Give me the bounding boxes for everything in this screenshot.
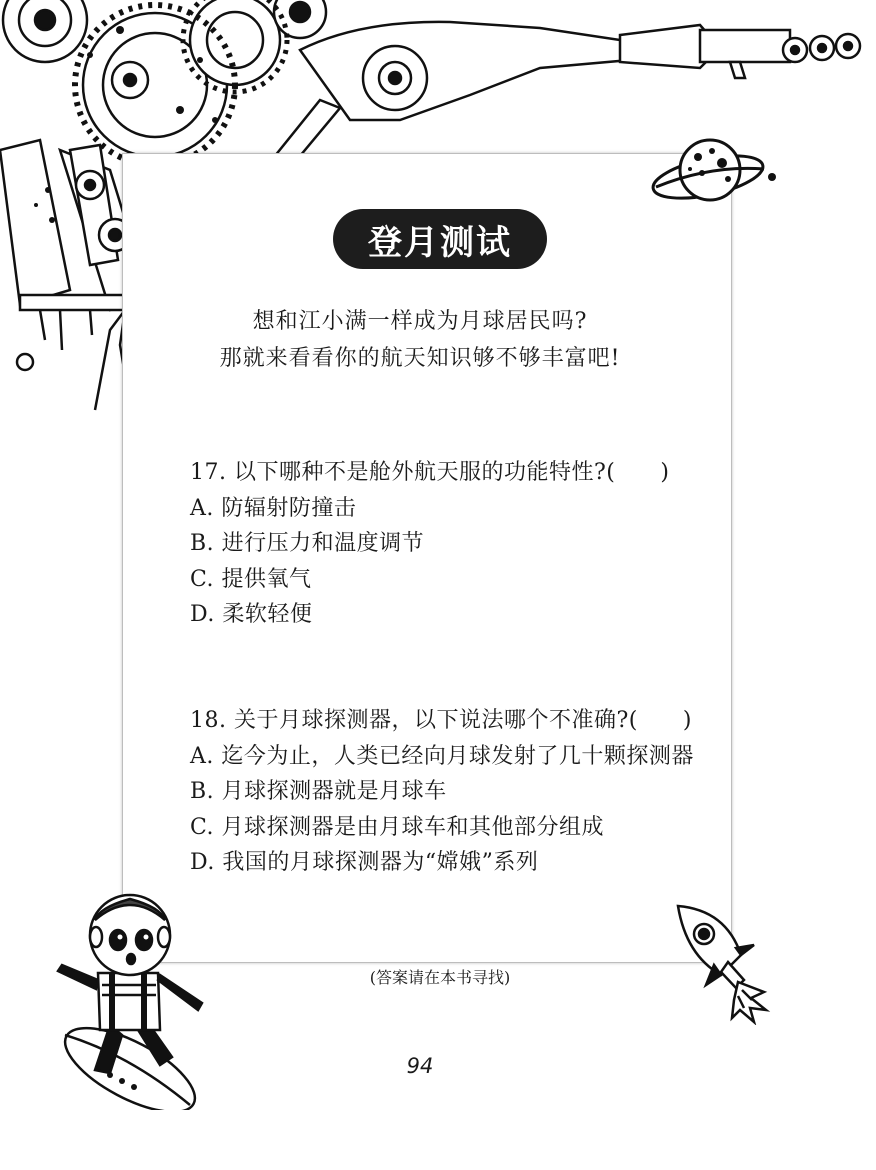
- intro-line-1: 想和江小满一样成为月球居民吗?: [252, 309, 588, 334]
- question-17-stem: 17. 以下哪种不是舱外航天服的功能特性?( ): [190, 460, 670, 485]
- question-17-option-b: B. 进行压力和温度调节: [190, 531, 425, 556]
- question-18-option-b: B. 月球探测器就是月球车: [190, 779, 447, 804]
- question-18-option-d: D. 我国的月球探测器为“嫦娥”系列: [190, 850, 539, 875]
- page-title: 登月测试: [333, 209, 547, 269]
- answer-note: (答案请在本书寻找): [369, 968, 511, 987]
- question-18-option-c: C. 月球探测器是由月球车和其他部分组成: [190, 815, 605, 840]
- question-18-stem: 18. 关于月球探测器，以下说法哪个不准确?( ): [190, 708, 692, 733]
- ringed-planet-icon: [650, 135, 780, 215]
- rocket-icon: [666, 900, 776, 1025]
- question-card: [122, 153, 732, 963]
- boy-surfing-illustration: [40, 885, 220, 1110]
- page-number: 94: [406, 1054, 434, 1078]
- question-18-option-a: A. 迄今为止，人类已经向月球发射了几十颗探测器: [190, 744, 694, 769]
- intro-line-2: 那就来看看你的航天知识够不够丰富吧!: [219, 346, 621, 371]
- question-17-option-a: A. 防辐射防撞击: [190, 496, 357, 521]
- question-17-option-d: D. 柔软轻便: [190, 602, 313, 627]
- question-17-option-c: C. 提供氧气: [190, 567, 312, 592]
